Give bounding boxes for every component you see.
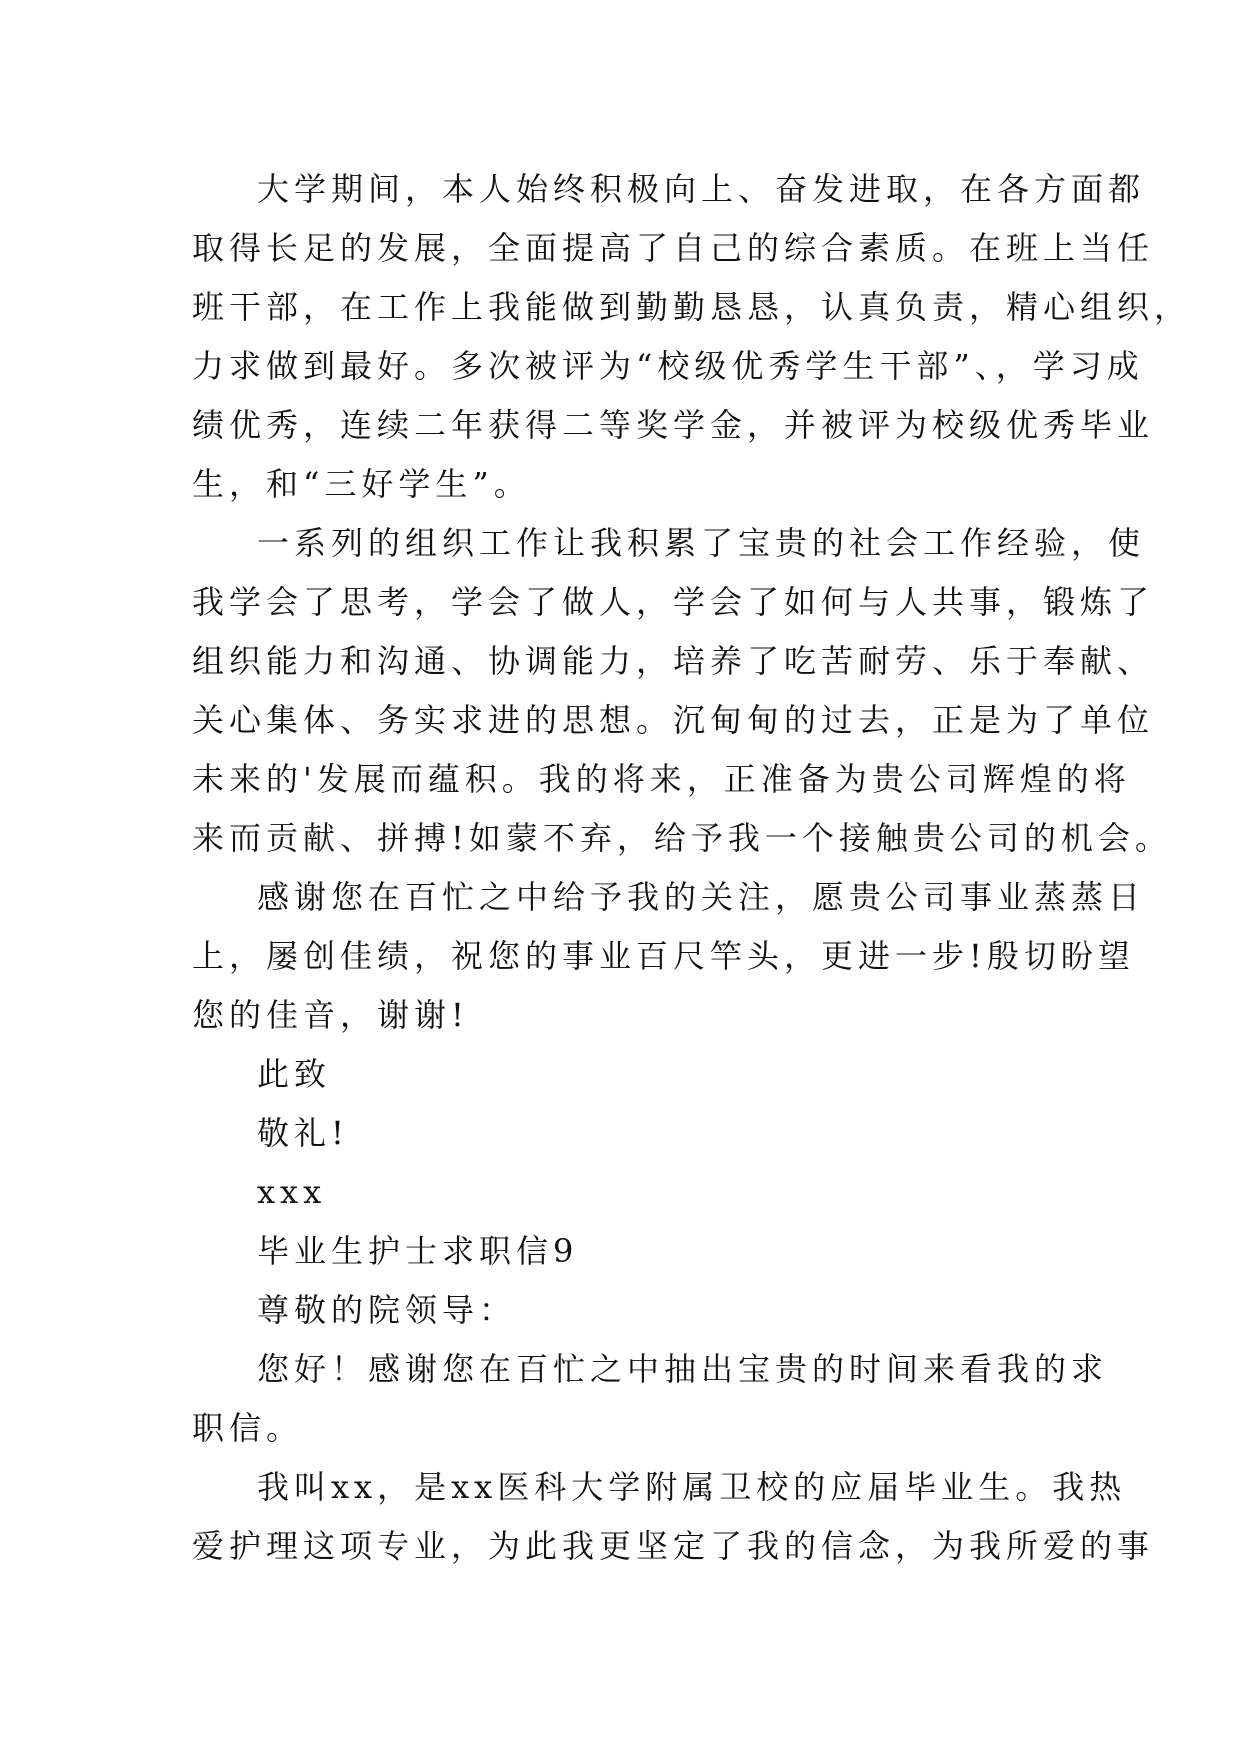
paragraph-line: 我叫xx，是xx医科大学附属卫校的应届毕业生。我热	[257, 1468, 1127, 1506]
greeting-line: 尊敬的院领导：	[257, 1291, 517, 1329]
paragraph-line: 力求做到最好。多次被评为“校级优秀学生干部”、，学习成	[192, 347, 1144, 385]
closing-line: 此致	[257, 1055, 332, 1093]
paragraph-line: 取得长足的发展，全面提高了自己的综合素质。在班上当任	[192, 229, 1155, 267]
paragraph-line: 您好！感谢您在百忙之中抽出宝贵的时间来看我的求	[257, 1350, 1109, 1388]
paragraph-line: 班干部，在工作上我能做到勤勤恳恳，认真负责，精心组织，	[192, 288, 1192, 326]
section-heading: 毕业生护士求职信9	[257, 1232, 579, 1270]
paragraph-line: 职信。	[192, 1409, 304, 1447]
letter-body	[192, 160, 1192, 1576]
paragraph-line: 爱护理这项专业，为此我更坚定了我的信念，为我所爱的事	[192, 1527, 1155, 1565]
paragraph-line: 组织能力和沟通、协调能力，培养了吃苦耐劳、乐于奉献、	[192, 642, 1155, 680]
salutation-line: 敬礼!	[257, 1114, 349, 1152]
paragraph-line: 关心集体、务实求进的思想。沉甸甸的过去，正是为了单位	[192, 701, 1155, 739]
paragraph-line: 未来的'发展而蕴积。我的将来，正准备为贵公司辉煌的将	[192, 760, 1131, 798]
paragraph-line: 大学期间，本人始终积极向上、奋发进取，在各方面都	[257, 170, 1146, 208]
paragraph-line: 感谢您在百忙之中给予我的关注，愿贵公司事业蒸蒸日	[257, 878, 1146, 916]
paragraph-line: 您的佳音，谢谢!	[192, 996, 469, 1034]
paragraph-line: 我学会了思考，学会了做人，学会了如何与人共事，锻炼了	[192, 583, 1155, 621]
paragraph-line: 绩优秀，连续二年获得二等奖学金，并被评为校级优秀毕业	[192, 406, 1155, 444]
signature-line: xxx	[257, 1173, 327, 1211]
paragraph-line: 一系列的组织工作让我积累了宝贵的社会工作经验，使	[257, 524, 1146, 562]
paragraph-line: 上，屡创佳绩，祝您的事业百尺竿头，更进一步!殷切盼望	[192, 937, 1135, 975]
paragraph-line: 生，和“三好学生”。	[192, 465, 531, 503]
paragraph-line: 来而贡献、拼搏!如蒙不弃，给予我一个接触贵公司的机会。	[192, 819, 1172, 857]
